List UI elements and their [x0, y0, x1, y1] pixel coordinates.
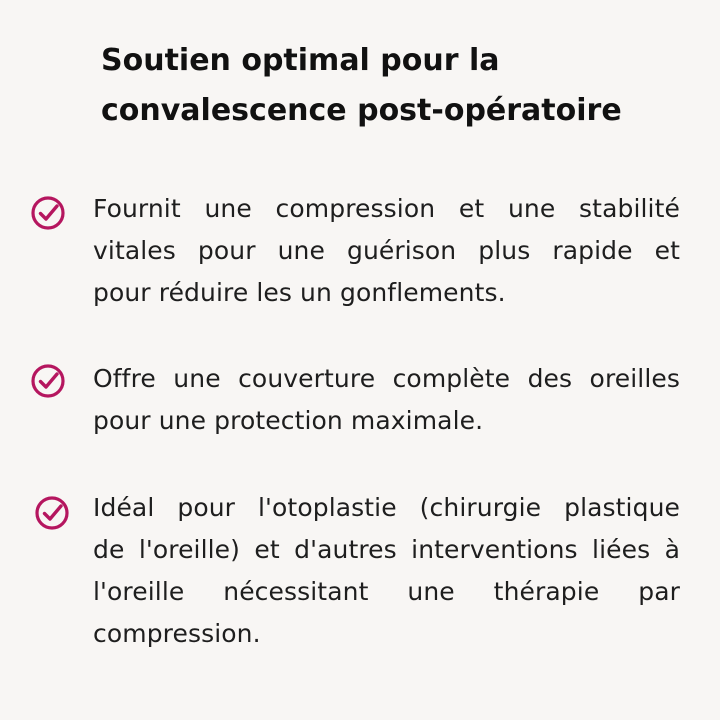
benefit-line: l'oreille nécessitant une thérapie par — [93, 577, 680, 606]
benefit-text — [93, 188, 680, 314]
check-circle-icon — [30, 195, 66, 231]
benefit-line: compression. — [93, 619, 261, 648]
benefit-text — [93, 487, 680, 655]
title-line-2: convalescence post-opératoire — [101, 93, 622, 128]
benefit-line: Fournit une compression et une stabilité — [93, 194, 680, 223]
benefit-line: pour une protection maximale. — [93, 406, 484, 435]
benefit-line: vitales pour une guérison plus rapide et — [93, 236, 680, 265]
title-line-1: Soutien optimal pour la — [101, 43, 500, 78]
benefit-line: Idéal pour l'otoplastie (chirurgie plastique — [93, 493, 680, 522]
benefit-text — [93, 358, 680, 442]
benefit-line: Offre une couverture complète des oreilles — [93, 364, 680, 393]
check-circle-icon — [34, 495, 70, 531]
benefit-line: de l'oreille) et d'autres interventions liées à — [93, 535, 680, 564]
benefit-line: pour réduire les un gonflements. — [93, 278, 506, 307]
page-title — [101, 36, 701, 136]
check-circle-icon — [30, 363, 66, 399]
